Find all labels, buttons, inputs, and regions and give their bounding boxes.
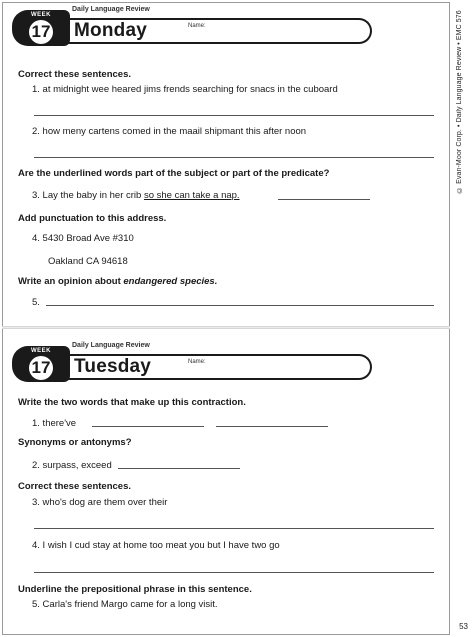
copyright-strip: © Evan-Moor Corp. • Daily Language Review • EMC 576 <box>456 10 463 193</box>
question-3-underlined: so she can take a nap. <box>143 190 240 201</box>
monday-banner <box>12 6 382 44</box>
week-badge <box>12 10 70 46</box>
section-divider <box>2 326 450 329</box>
day-title: Tuesday <box>74 356 152 377</box>
question-1: 1. there've <box>32 418 77 429</box>
week-number: 17 <box>29 20 53 44</box>
banner-caption: Daily Language Review <box>72 6 150 13</box>
answer-line-4[interactable] <box>34 572 434 573</box>
question-3-prefix: 3. Lay the baby in her crib <box>32 190 144 201</box>
correct-heading: Correct these sentences. <box>18 69 131 80</box>
tuesday-banner <box>12 342 382 380</box>
answer-line-3[interactable] <box>278 199 370 200</box>
answer-line-3[interactable] <box>34 528 434 529</box>
question-4-line2: Oakland CA 94618 <box>48 256 128 267</box>
question-5: 5. Carla's friend Margo came for a long visit. <box>32 599 218 610</box>
question-5: 5. <box>32 297 40 308</box>
question-3: 3. who's dog are them over their <box>32 497 168 508</box>
week-number: 17 <box>29 356 53 380</box>
week-badge <box>12 346 70 382</box>
answer-line-2[interactable] <box>34 157 434 158</box>
answer-line-2[interactable] <box>118 468 240 469</box>
correct-heading: Correct these sentences. <box>18 481 131 492</box>
question-4-line1: 4. 5430 Broad Ave #310 <box>32 233 134 244</box>
day-title: Monday <box>74 20 147 41</box>
side-strip <box>450 0 474 637</box>
week-label: WEEK <box>31 12 51 18</box>
question-1: 1. at midnight wee heared jims frends searching for snacs in the cuboard <box>32 84 338 95</box>
opinion-heading-prefix: Write an opinion about <box>18 276 124 287</box>
answer-line-1b[interactable] <box>216 426 328 427</box>
opinion-heading <box>18 276 217 287</box>
question-4: 4. I wish I cud stay at home too meat you but I have two go <box>32 540 280 551</box>
answer-line-5[interactable] <box>46 305 434 306</box>
week-label: WEEK <box>31 348 51 354</box>
question-2: 2. how meny cartens comed in the maail shipmant this after noon <box>32 126 307 137</box>
preposition-heading: Underline the prepositional phrase in this sentence. <box>18 584 252 595</box>
underlined-heading: Are the underlined words part of the subject or part of the predicate? <box>18 168 330 179</box>
opinion-heading-italic: endangered species. <box>123 276 218 287</box>
contraction-heading: Write the two words that make up this contraction. <box>18 397 246 408</box>
name-label: Name: <box>188 359 206 365</box>
answer-line-1[interactable] <box>34 115 434 116</box>
banner-caption: Daily Language Review <box>72 342 150 349</box>
punctuation-heading: Add punctuation to this address. <box>18 213 167 224</box>
answer-line-1a[interactable] <box>92 426 204 427</box>
question-3 <box>32 190 240 201</box>
synonyms-heading: Synonyms or antonyms? <box>18 437 132 448</box>
question-2: 2. surpass, exceed <box>32 460 112 471</box>
page-number: 53 <box>459 622 468 631</box>
name-label: Name: <box>188 23 206 29</box>
